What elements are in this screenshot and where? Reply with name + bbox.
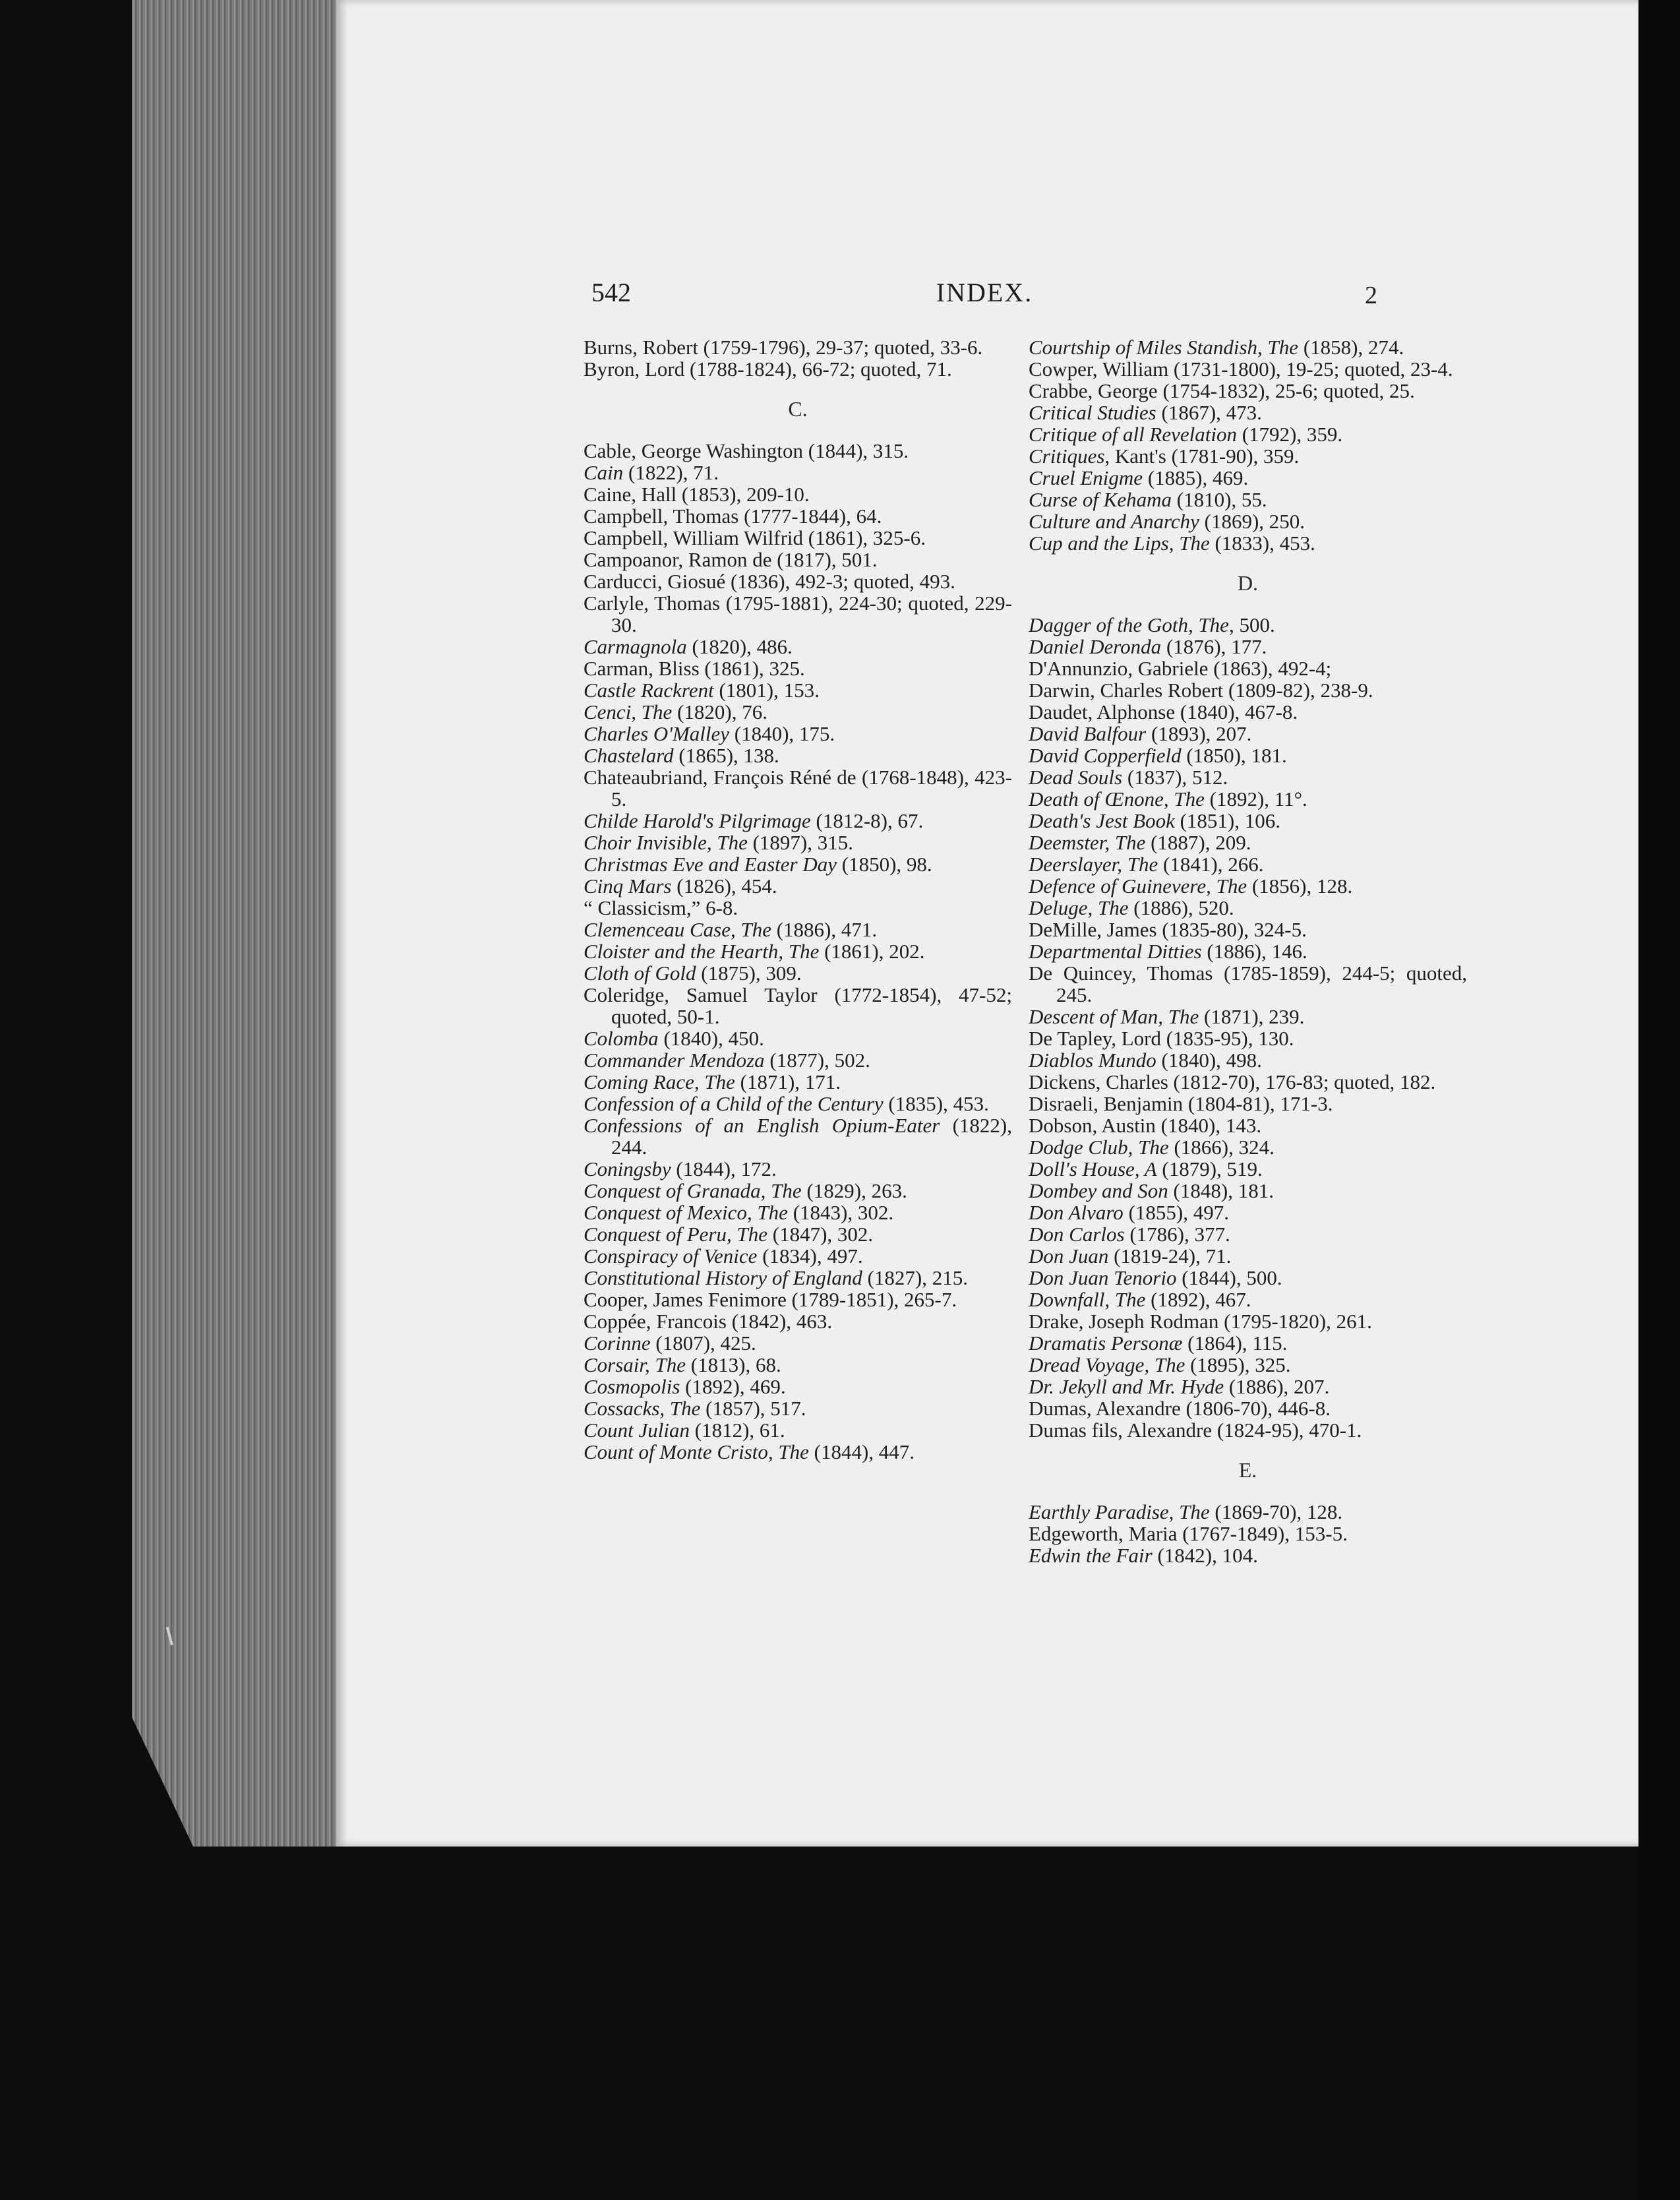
entry-text: (1834), 497. bbox=[757, 1244, 863, 1268]
index-entry bbox=[584, 505, 1012, 527]
index-entry bbox=[1029, 1354, 1467, 1376]
index-entry bbox=[584, 636, 1012, 657]
index-entry bbox=[584, 1071, 1012, 1093]
entry-text: “ Classicism,” 6-8. bbox=[584, 896, 738, 919]
index-entry bbox=[584, 766, 1012, 810]
entry-text: , 500. bbox=[1228, 613, 1275, 636]
work-title: Critiques bbox=[1029, 444, 1105, 468]
work-title: Dread Voyage, The bbox=[1029, 1353, 1185, 1376]
entry-text: D'Annunzio, Gabriele (1863), 492-4; bbox=[1029, 657, 1332, 680]
work-title: Critical Studies bbox=[1029, 401, 1156, 424]
work-title: Cosmopolis bbox=[584, 1375, 680, 1398]
work-title: Dramatis Personæ bbox=[1029, 1331, 1183, 1355]
entry-text: Edgeworth, Maria (1767-1849), 153-5. bbox=[1029, 1522, 1348, 1545]
entry-text: (1892), 11°. bbox=[1204, 787, 1307, 810]
entry-text: (1833), 453. bbox=[1209, 532, 1315, 555]
entry-text: Caine, Hall (1853), 209-10. bbox=[584, 483, 810, 506]
entry-text: (1812), 61. bbox=[690, 1419, 785, 1442]
index-entry bbox=[1029, 1049, 1467, 1071]
work-title: Constitutional History of England bbox=[584, 1266, 862, 1289]
entry-text: (1840), 450. bbox=[658, 1027, 764, 1050]
work-title: Curse of Kehama bbox=[1029, 488, 1172, 511]
index-entry bbox=[584, 853, 1012, 875]
index-entry bbox=[1029, 1332, 1467, 1354]
index-entry bbox=[1029, 445, 1467, 467]
entry-text: Burns, Robert (1759-1796), 29-37; quoted, 33-6. bbox=[584, 336, 983, 359]
index-entry bbox=[584, 875, 1012, 897]
index-entry bbox=[1029, 1093, 1467, 1115]
work-title: Descent of Man, The bbox=[1029, 1005, 1199, 1028]
entry-text: Carlyle, Thomas (1795-1881), 224-30; quoted, 229-30. bbox=[584, 592, 1012, 636]
entry-text: (1886), 471. bbox=[771, 918, 878, 941]
index-entry bbox=[1029, 1115, 1467, 1136]
section-letter: C. bbox=[788, 397, 808, 421]
section-letter: E. bbox=[1238, 1458, 1257, 1482]
index-entry bbox=[1029, 919, 1467, 940]
index-entry bbox=[1029, 1180, 1467, 1202]
entry-text: (1855), 497. bbox=[1123, 1201, 1229, 1224]
index-entry bbox=[584, 592, 1012, 636]
index-entry bbox=[584, 1419, 1012, 1441]
index-entry bbox=[584, 897, 1012, 919]
entry-text: Darwin, Charles Robert (1809-82), 238-9. bbox=[1029, 679, 1373, 702]
work-title: Cruel Enigme bbox=[1029, 466, 1143, 489]
index-entry bbox=[1029, 657, 1467, 679]
entry-text: (1840), 498. bbox=[1156, 1049, 1262, 1072]
entry-text: (1842), 104. bbox=[1152, 1544, 1258, 1567]
entry-text: (1857), 517. bbox=[700, 1397, 806, 1420]
entry-text: (1844), 500. bbox=[1176, 1266, 1282, 1289]
entry-text: (1850), 181. bbox=[1181, 744, 1287, 767]
index-entry bbox=[584, 1310, 1012, 1332]
index-entry bbox=[584, 745, 1012, 766]
index-entry bbox=[1029, 423, 1467, 445]
entry-text: (1801), 153. bbox=[713, 679, 820, 702]
index-entry bbox=[1029, 745, 1467, 766]
entry-text: (1885), 469. bbox=[1143, 466, 1249, 489]
page-number: 542 bbox=[591, 278, 631, 307]
work-title: Diablos Mundo bbox=[1029, 1049, 1156, 1072]
index-entry bbox=[1029, 723, 1467, 745]
index-entry bbox=[584, 1397, 1012, 1419]
index-entry bbox=[584, 1289, 1012, 1310]
entry-text: (1810), 55. bbox=[1172, 488, 1267, 511]
entry-text: (1835), 453. bbox=[883, 1092, 989, 1115]
index-entry bbox=[1029, 532, 1467, 554]
entry-text: (1822), 244. bbox=[611, 1114, 1012, 1159]
entry-text: (1848), 181. bbox=[1168, 1179, 1274, 1202]
entry-text: (1843), 302. bbox=[787, 1201, 894, 1224]
work-title: Doll's House, A bbox=[1029, 1157, 1157, 1180]
work-title: David Copperfield bbox=[1029, 744, 1182, 767]
entry-text: Campoanor, Ramon de (1817), 501. bbox=[584, 548, 878, 571]
index-entry bbox=[584, 810, 1012, 832]
index-entry bbox=[584, 483, 1012, 505]
index-entry bbox=[584, 1223, 1012, 1245]
index-entry bbox=[584, 1267, 1012, 1289]
index-entry bbox=[1029, 510, 1467, 532]
work-title: Count of Monte Cristo, The bbox=[584, 1440, 809, 1463]
entry-text: (1786), 377. bbox=[1124, 1223, 1230, 1246]
index-entry bbox=[1029, 1310, 1467, 1332]
entry-text: Cable, George Washington (1844), 315. bbox=[584, 439, 909, 462]
index-entry bbox=[1029, 467, 1467, 489]
work-title: Dagger of the Goth, The bbox=[1029, 613, 1229, 636]
index-entry bbox=[1029, 402, 1467, 423]
entry-text: Daudet, Alphonse (1840), 467-8. bbox=[1029, 700, 1298, 723]
index-entry bbox=[584, 940, 1012, 962]
work-title: Chastelard bbox=[584, 744, 674, 767]
index-entry bbox=[584, 549, 1012, 570]
signature-mark: 2 bbox=[1365, 282, 1377, 309]
entry-text: (1792), 359. bbox=[1236, 423, 1343, 446]
entry-text: (1877), 502. bbox=[764, 1049, 870, 1072]
index-entry bbox=[1029, 1289, 1467, 1310]
work-title: Cossacks, The bbox=[584, 1397, 701, 1420]
index-entry bbox=[584, 462, 1012, 483]
index-entry bbox=[1029, 1267, 1467, 1289]
index-entry bbox=[1029, 1397, 1467, 1419]
work-title: Charles O'Malley bbox=[584, 722, 730, 745]
work-title: Cloister and the Hearth, The bbox=[584, 940, 820, 963]
entry-text: Coppée, Francois (1842), 463. bbox=[584, 1310, 833, 1333]
index-entry bbox=[1029, 1136, 1467, 1158]
entry-text: (1841), 266. bbox=[1158, 853, 1264, 876]
entry-text: (1866), 324. bbox=[1168, 1136, 1275, 1159]
entry-text: (1897), 315. bbox=[747, 831, 854, 854]
entry-text: (1844), 172. bbox=[671, 1157, 777, 1180]
entry-text: (1837), 512. bbox=[1122, 766, 1228, 789]
work-title: Confession of a Child of the Century bbox=[584, 1092, 884, 1115]
work-title: David Balfour bbox=[1029, 722, 1147, 745]
index-entry bbox=[1029, 336, 1467, 358]
work-title: Don Juan Tenorio bbox=[1029, 1266, 1177, 1289]
work-title: Commander Mendoza bbox=[584, 1049, 765, 1072]
index-entry bbox=[584, 358, 1012, 380]
entry-text: (1865), 138. bbox=[673, 744, 779, 767]
index-entry bbox=[1029, 614, 1467, 636]
entry-text: Dobson, Austin (1840), 143. bbox=[1029, 1114, 1262, 1137]
entry-text: Coleridge, Samuel Taylor (1772-1854), 47-52; quoted, 50-1. bbox=[584, 983, 1012, 1028]
index-entry bbox=[584, 1245, 1012, 1267]
entry-text: Campbell, Thomas (1777-1844), 64. bbox=[584, 504, 882, 528]
entry-text: (1840), 175. bbox=[729, 722, 835, 745]
index-entry bbox=[1029, 1158, 1467, 1180]
index-entry bbox=[584, 919, 1012, 940]
work-title: Christmas Eve and Easter Day bbox=[584, 853, 837, 876]
index-entry bbox=[1029, 1376, 1467, 1397]
entry-text: Dumas, Alexandre (1806-70), 446-8. bbox=[1029, 1397, 1331, 1420]
work-title: Death of Œnone, The bbox=[1029, 787, 1205, 810]
index-entry bbox=[1029, 766, 1467, 788]
index-entry bbox=[1029, 489, 1467, 510]
scan-border bbox=[1638, 0, 1680, 2200]
work-title: Corsair, The bbox=[584, 1353, 686, 1376]
running-header bbox=[591, 277, 1377, 317]
index-entry bbox=[584, 1202, 1012, 1223]
work-title: Deemster, The bbox=[1029, 831, 1146, 854]
index-entry bbox=[584, 1115, 1012, 1158]
index-entry bbox=[584, 527, 1012, 549]
work-title: Confessions of an English Opium-Eater bbox=[584, 1114, 940, 1137]
entry-text: (1869), 250. bbox=[1199, 510, 1305, 533]
entry-text: (1892), 469. bbox=[680, 1375, 786, 1398]
work-title: Courtship of Miles Standish, The bbox=[1029, 336, 1299, 359]
entry-text: De Quincey, Thomas (1785-1859), 244-5; quoted, 245. bbox=[1029, 962, 1467, 1006]
index-entry bbox=[584, 832, 1012, 853]
index-entry bbox=[1029, 380, 1467, 402]
entry-text: Cowper, William (1731-1800), 19-25; quoted, 23-4. bbox=[1029, 357, 1453, 381]
entry-text: (1822), 71. bbox=[623, 461, 719, 484]
index-column-right bbox=[1029, 336, 1467, 1566]
work-title: Critique of all Revelation bbox=[1029, 423, 1237, 446]
index-entry bbox=[1029, 1523, 1467, 1544]
work-title: Don Juan bbox=[1029, 1244, 1109, 1268]
entry-text: Dumas fils, Alexandre (1824-95), 470-1. bbox=[1029, 1419, 1362, 1442]
entry-text: Disraeli, Benjamin (1804-81), 171-3. bbox=[1029, 1092, 1333, 1115]
work-title: Colomba bbox=[584, 1027, 659, 1050]
index-entry bbox=[584, 1027, 1012, 1049]
entry-text: (1856), 128. bbox=[1247, 874, 1353, 898]
entry-text: Chateaubriand, François Réné de (1768-1848), 423-5. bbox=[584, 766, 1012, 810]
entry-text: (1875), 309. bbox=[696, 962, 802, 985]
entry-text: (1812-8), 67. bbox=[810, 809, 924, 832]
index-entry bbox=[1029, 788, 1467, 810]
entry-text: Campbell, William Wilfrid (1861), 325-6. bbox=[584, 526, 926, 549]
entry-text: (1886), 520. bbox=[1128, 896, 1234, 919]
entry-text: Cooper, James Fenimore (1789-1851), 265-7. bbox=[584, 1288, 957, 1311]
work-title: Conquest of Peru, The bbox=[584, 1223, 767, 1246]
work-title: Coningsby bbox=[584, 1157, 671, 1180]
index-entry bbox=[1029, 679, 1467, 701]
index-entry bbox=[1029, 358, 1467, 380]
work-title: Count Julian bbox=[584, 1419, 690, 1442]
work-title: Deerslayer, The bbox=[1029, 853, 1158, 876]
entry-text: (1887), 209. bbox=[1145, 831, 1251, 854]
entry-text: Dickens, Charles (1812-70), 176-83; quoted, 182. bbox=[1029, 1070, 1436, 1093]
work-title: Dodge Club, The bbox=[1029, 1136, 1169, 1159]
work-title: Carmagnola bbox=[584, 635, 687, 658]
entry-text: (1886), 207. bbox=[1224, 1375, 1330, 1398]
work-title: Cloth of Gold bbox=[584, 962, 696, 985]
work-title: Cup and the Lips, The bbox=[1029, 532, 1210, 555]
index-entry bbox=[1029, 832, 1467, 853]
work-title: Don Alvaro bbox=[1029, 1201, 1124, 1224]
entry-text: Byron, Lord (1788-1824), 66-72; quoted, 71. bbox=[584, 357, 952, 381]
entry-text: (1871), 239. bbox=[1199, 1005, 1305, 1028]
work-title: Conquest of Granada, The bbox=[584, 1179, 802, 1202]
entry-text: (1867), 473. bbox=[1156, 401, 1262, 424]
entry-text: (1813), 68. bbox=[686, 1353, 781, 1376]
entry-text: , Kant's (1781-90), 359. bbox=[1104, 444, 1300, 468]
index-entry bbox=[584, 570, 1012, 592]
index-entry bbox=[584, 984, 1012, 1027]
index-entry bbox=[584, 1180, 1012, 1202]
index-entry bbox=[584, 1158, 1012, 1180]
entry-text: (1820), 486. bbox=[686, 635, 793, 658]
index-entry bbox=[1029, 1544, 1467, 1566]
work-title: Defence of Guinevere, The bbox=[1029, 874, 1247, 898]
entry-text: Carducci, Giosué (1836), 492-3; quoted, 493. bbox=[584, 570, 955, 593]
work-title: Choir Invisible, The bbox=[584, 831, 748, 854]
entry-text: (1861), 202. bbox=[819, 940, 925, 963]
entry-text: (1850), 98. bbox=[837, 853, 932, 876]
work-title: Earthly Paradise, The bbox=[1029, 1500, 1210, 1523]
work-title: Deluge, The bbox=[1029, 896, 1129, 919]
entry-text: (1844), 447. bbox=[808, 1440, 915, 1463]
entry-text: (1829), 263. bbox=[801, 1179, 907, 1202]
index-entry bbox=[584, 962, 1012, 984]
index-entry bbox=[584, 1376, 1012, 1397]
work-title: Coming Race, The bbox=[584, 1070, 735, 1093]
entry-text: (1807), 425. bbox=[650, 1331, 756, 1355]
index-entry bbox=[1029, 701, 1467, 723]
work-title: Dead Souls bbox=[1029, 766, 1123, 789]
work-title: Dombey and Son bbox=[1029, 1179, 1168, 1202]
index-column-left bbox=[584, 336, 1012, 1463]
work-title: Conquest of Mexico, The bbox=[584, 1201, 788, 1224]
work-title: Corinne bbox=[584, 1331, 651, 1355]
entry-text: (1827), 215. bbox=[862, 1266, 968, 1289]
index-entry bbox=[1029, 853, 1467, 875]
index-entry bbox=[1029, 1202, 1467, 1223]
index-entry bbox=[1029, 940, 1467, 962]
work-title: Downfall, The bbox=[1029, 1288, 1146, 1311]
index-entry bbox=[584, 1049, 1012, 1071]
work-title: Conspiracy of Venice bbox=[584, 1244, 758, 1268]
work-title: Cain bbox=[584, 461, 624, 484]
entry-text: (1820), 76. bbox=[672, 700, 767, 723]
index-entry bbox=[1029, 636, 1467, 657]
entry-text: (1876), 177. bbox=[1161, 635, 1267, 658]
work-title: Don Carlos bbox=[1029, 1223, 1125, 1246]
entry-text: (1871), 171. bbox=[735, 1070, 841, 1093]
index-entry bbox=[1029, 1027, 1467, 1049]
index-entry bbox=[584, 1332, 1012, 1354]
entry-text: (1864), 115. bbox=[1182, 1331, 1288, 1355]
entry-text: De Tapley, Lord (1835-95), 130. bbox=[1029, 1027, 1294, 1050]
entry-text: (1886), 146. bbox=[1201, 940, 1307, 963]
index-entry bbox=[584, 1441, 1012, 1463]
index-entry bbox=[584, 336, 1012, 358]
index-entry bbox=[584, 440, 1012, 462]
entry-text: (1819-24), 71. bbox=[1108, 1244, 1232, 1268]
entry-text: (1879), 519. bbox=[1156, 1157, 1263, 1180]
index-entry bbox=[1029, 962, 1467, 1006]
index-entry bbox=[584, 723, 1012, 745]
entry-text: (1826), 454. bbox=[671, 874, 777, 898]
entry-text: (1893), 207. bbox=[1146, 722, 1252, 745]
work-title: Culture and Anarchy bbox=[1029, 510, 1199, 533]
entry-text: (1851), 106. bbox=[1174, 809, 1280, 832]
work-title: Childe Harold's Pilgrimage bbox=[584, 809, 811, 832]
work-title: Departmental Ditties bbox=[1029, 940, 1202, 963]
index-entry bbox=[1029, 1071, 1467, 1093]
page-title: INDEX. bbox=[936, 278, 1033, 307]
section-letter: D. bbox=[1237, 571, 1259, 595]
work-title: Cenci, The bbox=[584, 700, 673, 723]
entry-text: Carman, Bliss (1861), 325. bbox=[584, 657, 805, 680]
index-entry bbox=[1029, 1006, 1467, 1027]
index-entry bbox=[1029, 1501, 1467, 1523]
index-entry bbox=[1029, 1419, 1467, 1441]
page-edges bbox=[132, 0, 336, 1847]
work-title: Death's Jest Book bbox=[1029, 809, 1175, 832]
entry-text: (1895), 325. bbox=[1185, 1353, 1291, 1376]
index-entry bbox=[1029, 875, 1467, 897]
work-title: Edwin the Fair bbox=[1029, 1544, 1153, 1567]
entry-text: (1847), 302. bbox=[767, 1223, 874, 1246]
entry-text: (1869-70), 128. bbox=[1209, 1500, 1343, 1523]
index-entry bbox=[1029, 897, 1467, 919]
index-entry bbox=[584, 1354, 1012, 1376]
index-entry bbox=[584, 1093, 1012, 1115]
work-title: Dr. Jekyll and Mr. Hyde bbox=[1029, 1375, 1224, 1398]
index-entry bbox=[1029, 1245, 1467, 1267]
work-title: Castle Rackrent bbox=[584, 679, 714, 702]
work-title: Cinq Mars bbox=[584, 874, 672, 898]
work-title: Daniel Deronda bbox=[1029, 635, 1162, 658]
entry-text: (1892), 467. bbox=[1145, 1288, 1251, 1311]
entry-text: (1858), 274. bbox=[1298, 336, 1404, 359]
entry-text: Drake, Joseph Rodman (1795-1820), 261. bbox=[1029, 1310, 1372, 1333]
index-entry bbox=[584, 679, 1012, 701]
work-title: Clemenceau Case, The bbox=[584, 918, 771, 941]
index-entry bbox=[1029, 1223, 1467, 1245]
index-entry bbox=[584, 701, 1012, 723]
index-entry bbox=[584, 657, 1012, 679]
entry-text: DeMille, James (1835-80), 324-5. bbox=[1029, 918, 1307, 941]
entry-text: Crabbe, George (1754-1832), 25-6; quoted, 25. bbox=[1029, 379, 1415, 402]
index-entry bbox=[1029, 810, 1467, 832]
